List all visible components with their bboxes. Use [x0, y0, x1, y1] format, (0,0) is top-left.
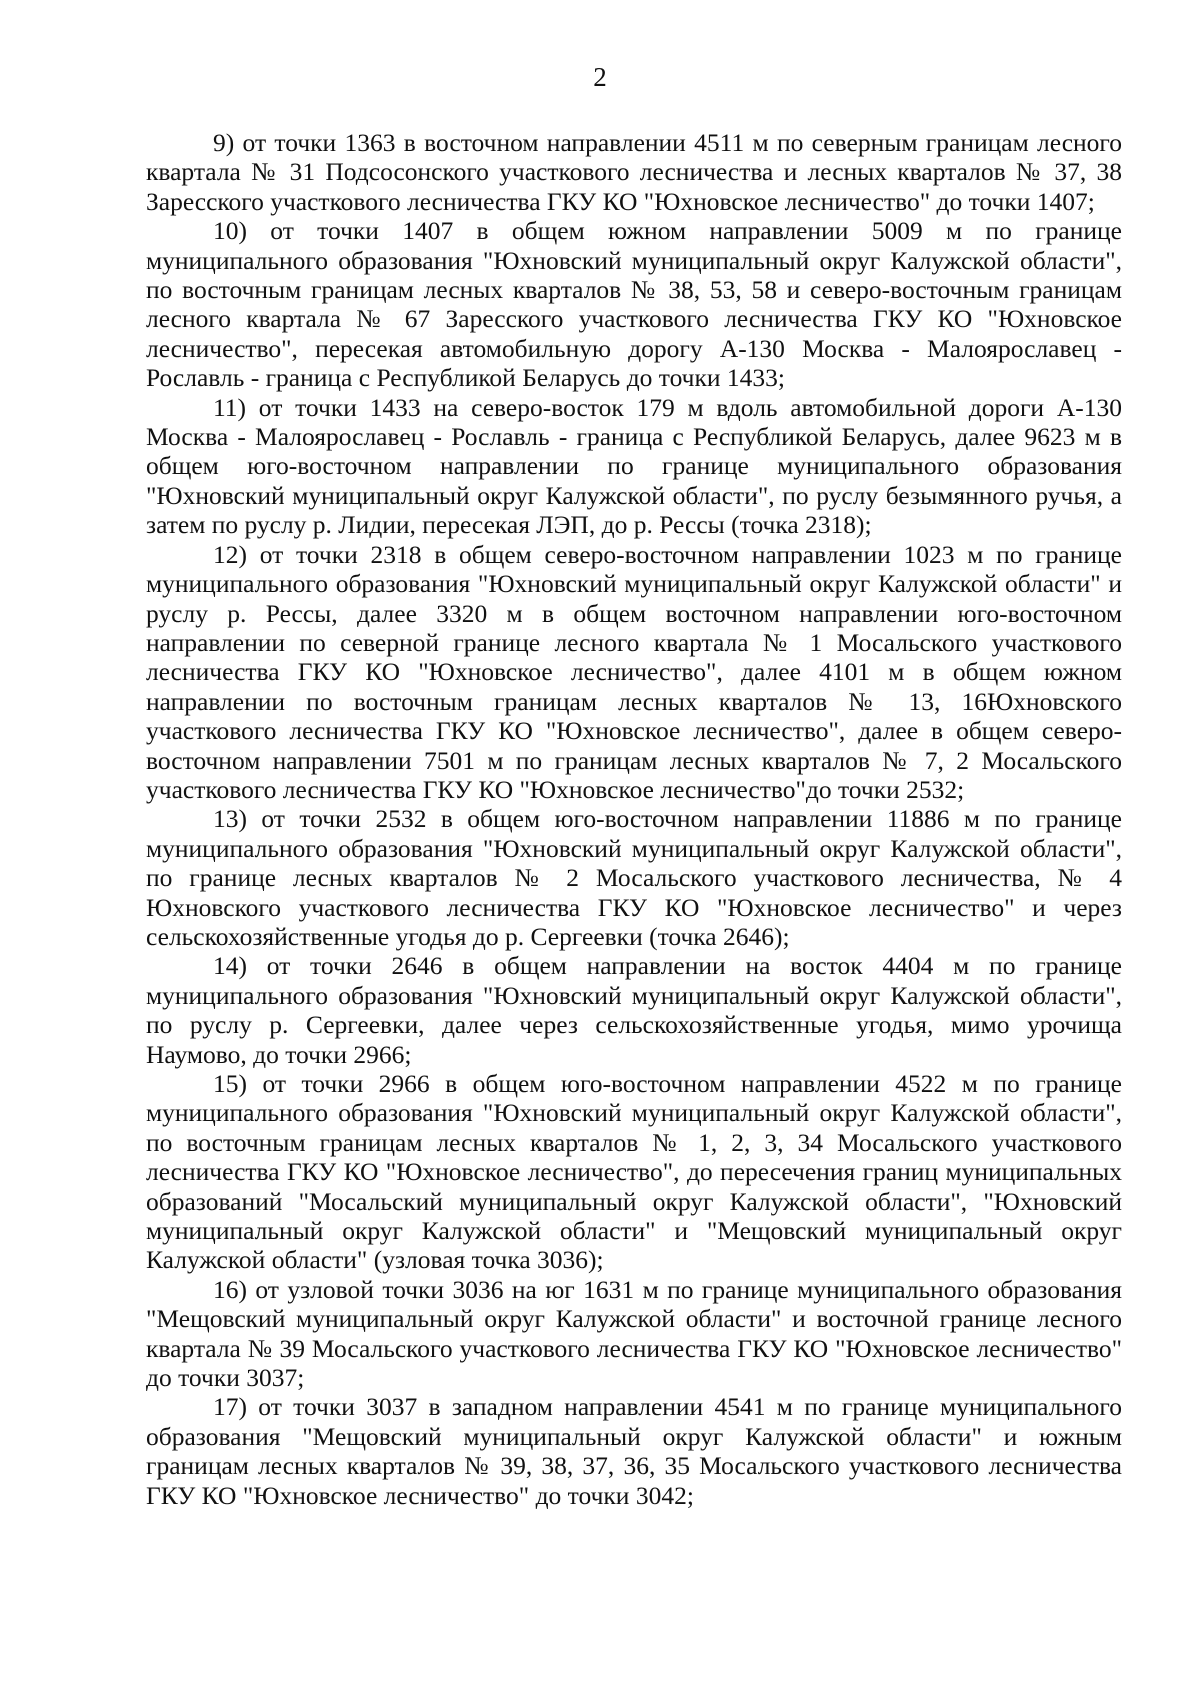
paragraph-item-12: 12) от точки 2318 в общем северо-восточном направлении 1023 м по границе муниципального образования "Юхновский муниципальный округ Калужской области" и руслу р. Рессы, далее 3320 м в общем восточном направлении юго-восточном направлении по северной границе лесного квартала № 1 Мосальского участкового лесничества ГКУ КО "Юхновское лесничество", далее 4101 м в общем южном направлении по восточным границам лесных кварталов № 13, 16Юхновского участкового лесничества ГКУ КО "Юхновское лесничество", далее в общем северо-восточном направлении 7501 м по границам лесных кварталов № 7, 2 Мосальского участкового лесничества ГКУ КО "Юхновское лесничество"до точки 2532;	[146, 539, 1122, 804]
document-body	[146, 128, 1122, 1510]
page-number: 2	[593, 62, 607, 92]
paragraph-item-13: 13) от точки 2532 в общем юго-восточном направлении 11886 м по границе муниципального образования "Юхновский муниципальный округ Калужской области", по границе лесных кварталов № 2 Мосальского участкового лесничества, № 4 Юхновского участкового лесничества ГКУ КО "Юхновское лесничество" и через сельскохозяйственные угодья до р. Сергеевки (точка 2646);	[146, 804, 1122, 951]
paragraph-item-17: 17) от точки 3037 в западном направлении 4541 м по границе муниципального образования "Мещовский муниципальный округ Калужской области" и южным границам лесных кварталов № 39, 38, 37, 36, 35 Мосальского участкового лесничества ГКУ КО "Юхновское лесничество" до точки 3042;	[146, 1392, 1122, 1510]
paragraph-item-15: 15) от точки 2966 в общем юго-восточном направлении 4522 м по границе муниципального образования "Юхновский муниципальный округ Калужской области", по восточным границам лесных кварталов № 1, 2, 3, 34 Мосальского участкового лесничества ГКУ КО "Юхновское лесничество", до пересечения границ муниципальных образований "Мосальский муниципальный округ Калужской области", "Юхновский муниципальный округ Калужской области" и "Мещовский муниципальный округ Калужской области" (узловая точка 3036);	[146, 1069, 1122, 1275]
paragraph-item-9: 9) от точки 1363 в восточном направлении 4511 м по северным границам лесного квартала № 31 Подсосонского участкового лесничества и лесных кварталов № 37, 38 Заресского участкового лесничества ГКУ КО "Юхновское лесничество" до точки 1407;	[146, 128, 1122, 216]
paragraph-item-11: 11) от точки 1433 на северо-восток 179 м вдоль автомобильной дороги А-130 Москва - Малоярославец - Рославль - граница с Республикой Беларусь, далее 9623 м в общем юго-восточном направлении по границе муниципального образования "Юхновский муниципальный округ Калужской области", по руслу безымянного ручья, а затем по руслу р. Лидии, пересекая ЛЭП, до р. Рессы (точка 2318);	[146, 392, 1122, 540]
paragraph-item-14: 14) от точки 2646 в общем направлении на восток 4404 м по границе муниципального образования "Юхновский муниципальный округ Калужской области", по руслу р. Сергеевки, далее через сельскохозяйственные угодья, мимо урочища Наумово, до точки 2966;	[146, 951, 1122, 1069]
paragraph-item-16: 16) от узловой точки 3036 на юг 1631 м по границе муниципального образования "Мещовский муниципальный округ Калужской области" и восточной границе лесного квартала № 39 Мосальского участкового лесничества ГКУ КО "Юхновское лесничество" до точки 3037;	[146, 1274, 1122, 1393]
paragraph-item-10: 10) от точки 1407 в общем южном направлении 5009 м по границе муниципального образования "Юхновский муниципальный округ Калужской области", по восточным границам лесных кварталов № 38, 53, 58 и северо-восточным границам лесного квартала № 67 Заресского участкового лесничества ГКУ КО "Юхновское лесничество", пересекая автомобильную дорогу А-130 Москва - Малоярославец - Рославль - граница с Республикой Беларусь до точки 1433;	[146, 216, 1122, 393]
